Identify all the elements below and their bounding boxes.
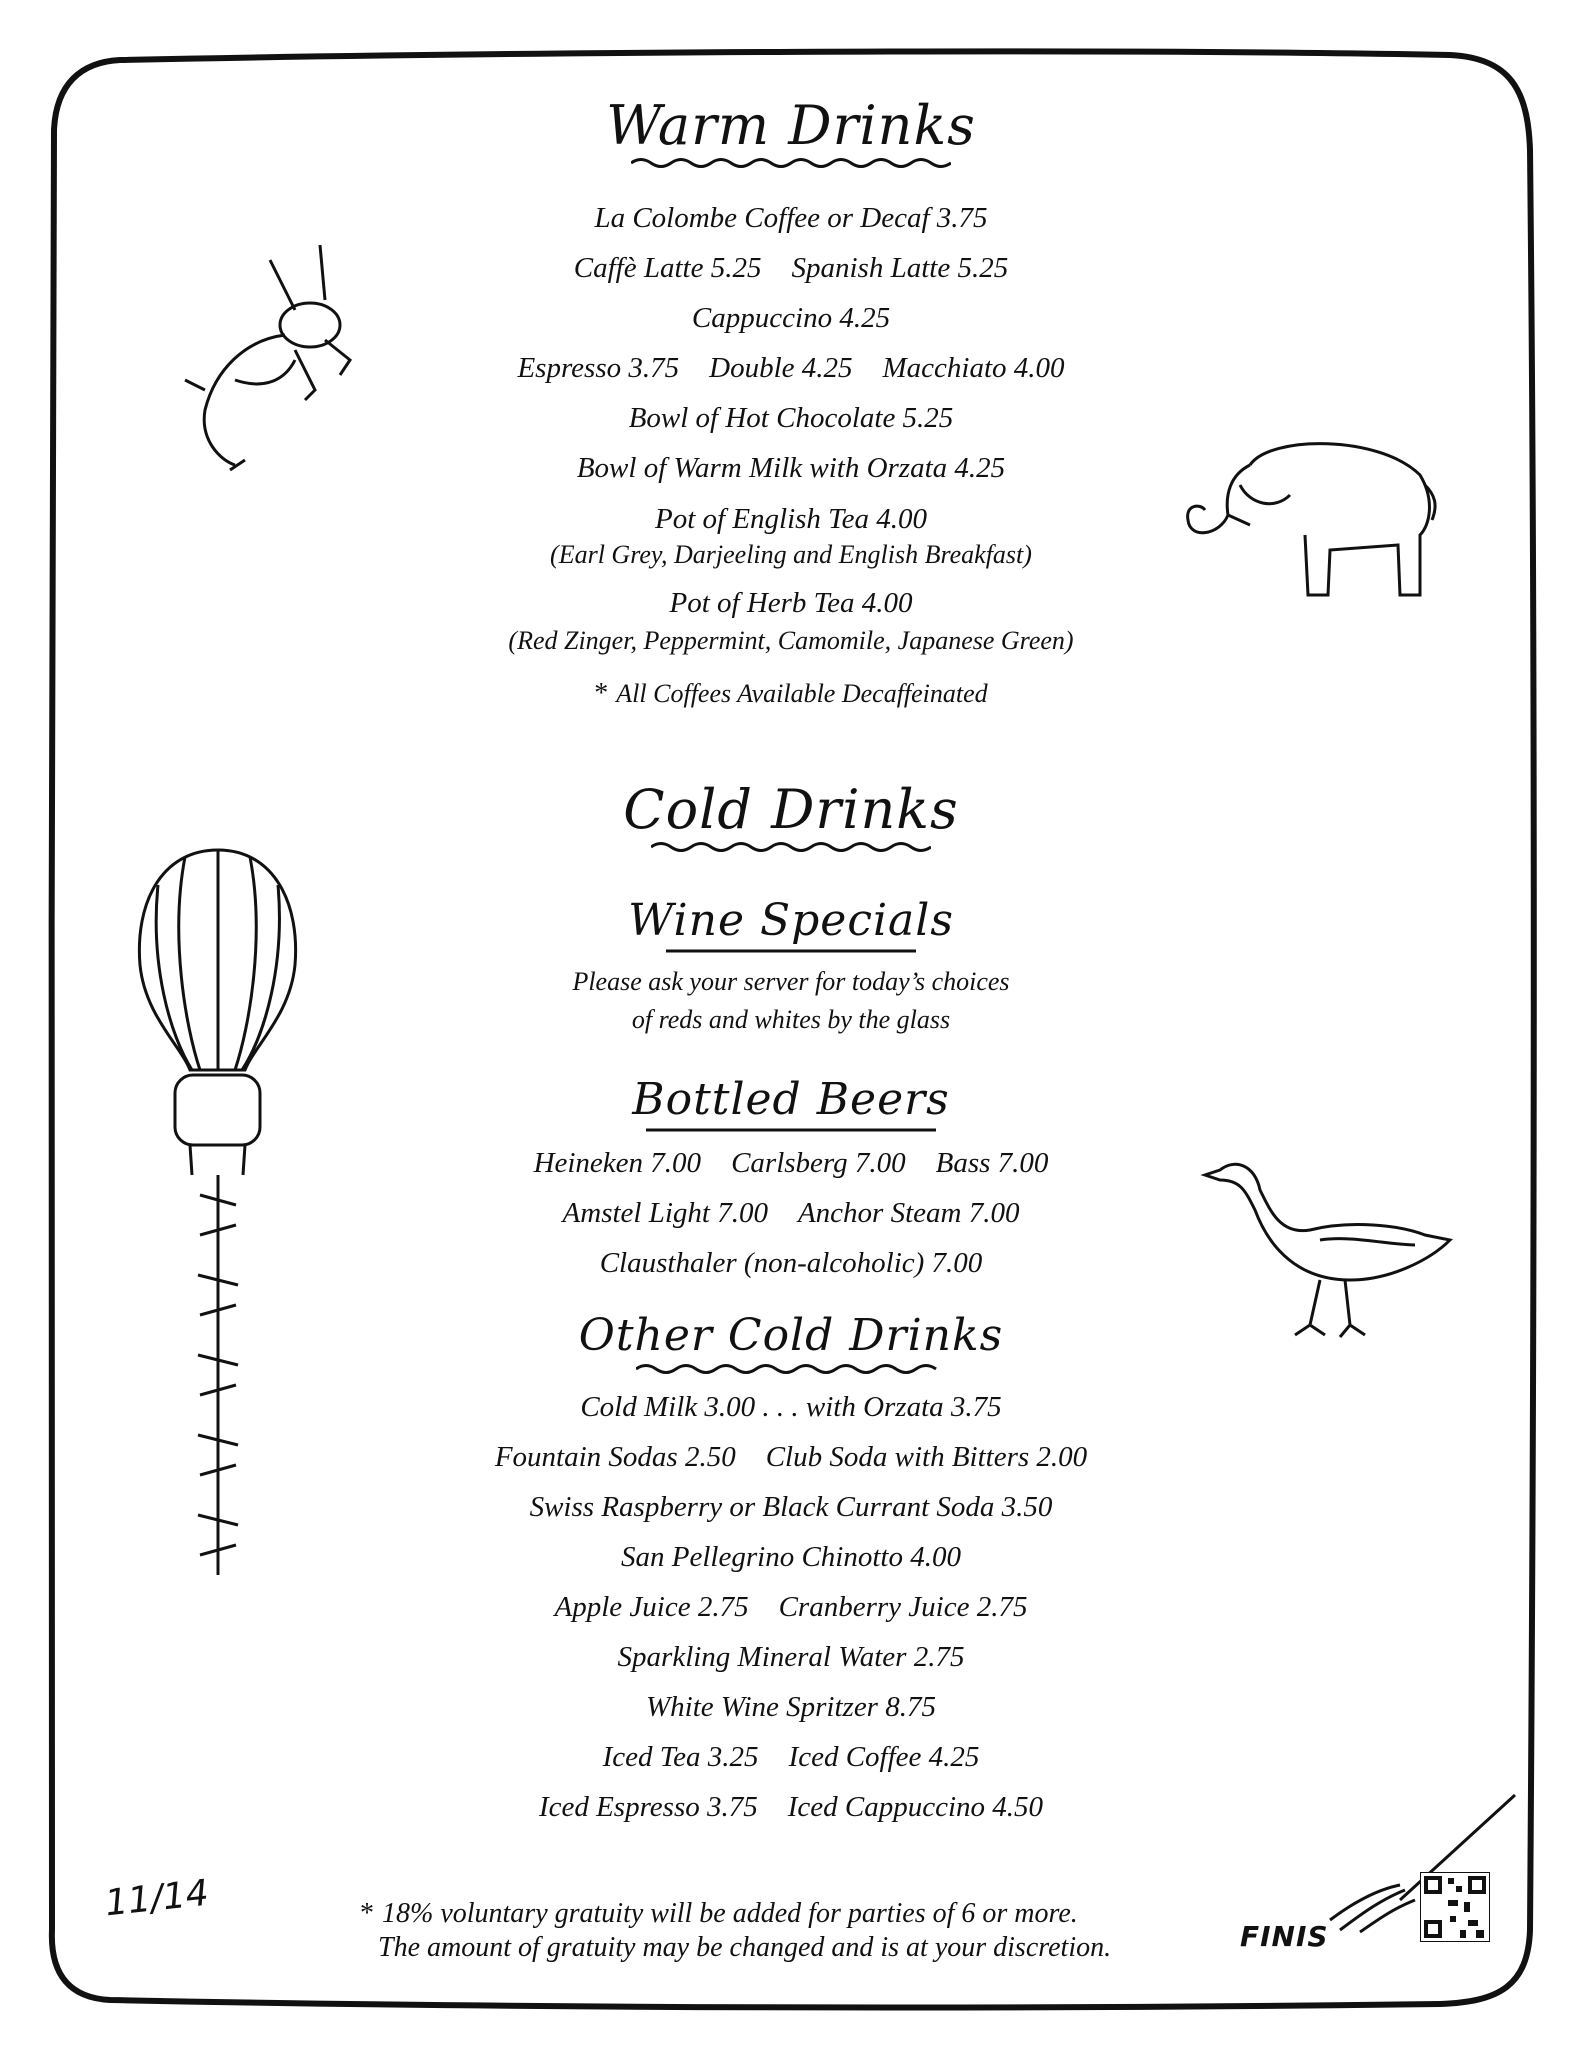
bottled-beers-section — [330, 1074, 1252, 1288]
menu-item: Bowl of Warm Milk with Orzata 4.25 — [576, 452, 1006, 484]
menu-item: Caffè Latte 5.25 — [573, 252, 762, 284]
menu-item-row — [330, 1582, 1252, 1632]
menu-item: Heineken 7.00 — [533, 1147, 702, 1179]
menu-item: Clausthaler (non-alcoholic) 7.00 — [599, 1247, 983, 1279]
qr-code-icon — [1420, 1872, 1490, 1942]
heading-underline — [631, 156, 951, 170]
wine-specials-heading: Wine Specials — [628, 895, 954, 946]
menu-item: Bowl of Hot Chocolate 5.25 — [628, 402, 954, 434]
warm-drinks-section — [330, 96, 1252, 170]
menu-item: Fountain Sodas 2.50 — [494, 1441, 736, 1473]
rabbit-icon — [175, 240, 375, 480]
menu-item-row — [330, 1782, 1252, 1832]
menu-item: Cranberry Juice 2.75 — [778, 1591, 1028, 1623]
menu-date: 11/14 — [103, 1872, 211, 1925]
menu-item: Spanish Latte 5.25 — [791, 252, 1009, 284]
wine-specials-section — [330, 895, 1252, 1039]
menu-item-note: (Red Zinger, Peppermint, Camomile, Japanese Green) — [508, 626, 1074, 655]
menu-item: Club Soda with Bitters 2.00 — [765, 1441, 1088, 1473]
gratuity-line-1: 18% voluntary gratuity will be added for parties of 6 or more. — [382, 1898, 1078, 1929]
menu-item: San Pellegrino Chinotto 4.00 — [621, 1541, 961, 1573]
menu-item: Bass 7.00 — [935, 1147, 1049, 1179]
gratuity-line-2: The amount of gratuity may be changed and is at your discretion. — [378, 1932, 1112, 1963]
wine-note: Please ask your server for today’s choices — [572, 967, 1010, 996]
menu-item-row — [330, 1432, 1252, 1482]
menu-item: Apple Juice 2.75 — [554, 1591, 749, 1623]
menu-item: Double 4.25 — [709, 352, 853, 384]
menu-item-row — [330, 243, 1252, 293]
asterisk-icon: * — [360, 1898, 374, 1929]
menu-item: Amstel Light 7.00 — [562, 1197, 768, 1229]
warm-drinks-heading: Warm Drinks — [606, 94, 976, 157]
menu-item: Iced Espresso 3.75 — [538, 1791, 758, 1823]
cold-drinks-heading: Cold Drinks — [623, 778, 959, 841]
menu-item: Cappuccino 4.25 — [691, 302, 891, 334]
menu-item: Pot of Herb Tea 4.00 — [669, 587, 913, 619]
finis-label: FINIS — [1240, 1920, 1329, 1953]
other-cold-drinks-section — [330, 1310, 1252, 1832]
decaf-note-text: All Coffees Available Decaffeinated — [616, 679, 988, 708]
menu-item: Iced Cappuccino 4.50 — [787, 1791, 1044, 1823]
duck-icon — [1200, 1150, 1460, 1345]
gratuity-note — [360, 1897, 1260, 1965]
heading-underline — [666, 947, 916, 955]
menu-item: Swiss Raspberry or Black Currant Soda 3.50 — [529, 1491, 1053, 1523]
menu-item: White Wine Spritzer 8.75 — [646, 1691, 936, 1723]
menu-item-row — [330, 343, 1252, 393]
menu-item: Cold Milk 3.00 . . . with Orzata 3.75 — [580, 1391, 1002, 1423]
other-cold-drinks-heading: Other Cold Drinks — [578, 1310, 1004, 1361]
menu-item: La Colombe Coffee or Decaf 3.75 — [594, 202, 988, 234]
menu-item-row — [330, 1732, 1252, 1782]
cold-drinks-heading-block — [330, 780, 1252, 854]
menu-item-note: (Earl Grey, Darjeeling and English Breakfast) — [550, 540, 1032, 569]
heading-underline — [651, 840, 931, 854]
bottled-beers-heading: Bottled Beers — [632, 1074, 950, 1125]
menu-item: Macchiato 4.00 — [882, 352, 1065, 384]
hot-air-balloon-icon — [130, 845, 305, 1585]
menu-item: Carlsberg 7.00 — [731, 1147, 906, 1179]
asterisk-icon: * — [594, 678, 609, 709]
warm-drinks-list — [330, 193, 1252, 713]
menu-item-row — [330, 1138, 1252, 1188]
wine-note: of reds and whites by the glass — [631, 1005, 951, 1034]
menu-item: Iced Tea 3.25 — [602, 1741, 759, 1773]
heading-underline — [646, 1126, 936, 1134]
menu-item: Anchor Steam 7.00 — [797, 1197, 1020, 1229]
elephant-icon — [1180, 425, 1445, 605]
menu-item: Pot of English Tea 4.00 — [654, 503, 928, 535]
heading-underline — [636, 1362, 946, 1376]
menu-item: Espresso 3.75 — [517, 352, 680, 384]
menu-item: Sparkling Mineral Water 2.75 — [617, 1641, 965, 1673]
menu-item: Iced Coffee 4.25 — [788, 1741, 980, 1773]
decaf-note — [330, 675, 1252, 713]
menu-item-row — [330, 1188, 1252, 1238]
